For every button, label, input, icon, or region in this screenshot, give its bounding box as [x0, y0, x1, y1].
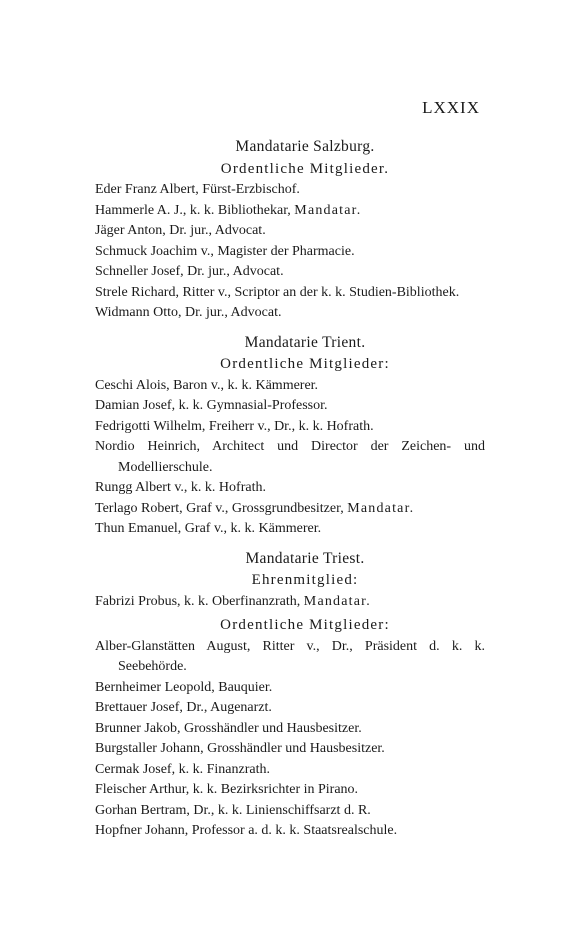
- member-entry: Brunner Jakob, Grosshändler und Hausbesitzer.: [95, 720, 362, 736]
- member-entry: Fabrizi Probus, k. k. Oberfinanzrath, Mandatar.: [95, 593, 371, 609]
- member-entry: Brettauer Josef, Dr., Augenarzt.: [95, 700, 272, 715]
- member-entry: Widmann Otto, Dr. jur., Advocat.: [95, 305, 282, 320]
- member-entry: Gorhan Bertram, Dr., k. k. Linienschiffsarzt d. R.: [95, 802, 371, 818]
- member-entry: Rungg Albert v., k. k. Hofrath.: [95, 480, 266, 495]
- member-entry: Burgstaller Johann, Grosshändler und Hausbesitzer.: [95, 741, 385, 756]
- member-entry: Fleischer Arthur, k. k. Bezirksrichter in Pirano.: [95, 782, 359, 797]
- page-number: LXXIX: [422, 98, 480, 117]
- subheading-ordentliche-mitglieder: Ordentliche Mitglieder.: [220, 160, 390, 177]
- member-entry: Strele Richard, Ritter v., Scriptor an der k. k. Studien-Bibliothek.: [95, 284, 460, 300]
- mandatar-label: Mandatar.: [347, 500, 415, 516]
- subheading-ordentliche-mitglieder: Ordentliche Mitglieder:: [220, 617, 390, 633]
- member-entry: Ceschi Alois, Baron v., k. k. Kämmerer.: [95, 377, 319, 393]
- member-entry: Nordio Heinrich, Architect und Director der Zeichen- und Modellierschule.: [95, 439, 485, 475]
- member-entry: Cermak Josef, k. k. Finanzrath.: [95, 761, 270, 777]
- section-title-salzburg: Mandatarie Salzburg.: [235, 138, 375, 155]
- member-entry: Hammerle A. J., k. k. Bibliothekar, Mandatar.: [95, 202, 362, 218]
- member-entry: Fedrigotti Wilhelm, Freiherr v., Dr., k. k. Hofrath.: [95, 418, 374, 434]
- member-entry: Terlago Robert, Graf v., Grossgrundbesitzer, Mandatar.: [95, 500, 415, 516]
- member-entry: Bernheimer Leopold, Bauquier.: [95, 679, 273, 695]
- member-entry: Damian Josef, k. k. Gymnasial-Professor.: [95, 398, 328, 413]
- mandatar-label: Mandatar.: [294, 202, 362, 218]
- mandatar-label: Mandatar.: [303, 593, 371, 609]
- section-title-trient: Mandatarie Trient.: [244, 333, 366, 351]
- member-entry: Schneller Josef, Dr. jur., Advocat.: [95, 264, 284, 279]
- member-entry: Eder Franz Albert, Fürst-Erzbischof.: [95, 182, 300, 197]
- subheading-ordentliche-mitglieder: Ordentliche Mitglieder:: [220, 356, 390, 372]
- subheading-ehrenmitglied: Ehrenmitglied:: [251, 572, 359, 588]
- member-entry: Hopfner Johann, Professor a. d. k. k. Staatsrealschule.: [95, 823, 398, 838]
- section-title-triest: Mandatarie Triest.: [245, 549, 365, 567]
- member-entry: Jäger Anton, Dr. jur., Advocat.: [95, 223, 266, 238]
- member-list: [95, 134, 485, 842]
- member-entry: Thun Emanuel, Graf v., k. k. Kämmerer.: [95, 521, 322, 536]
- member-entry: Schmuck Joachim v., Magister der Pharmacie.: [95, 243, 355, 259]
- member-entry: Alber-Glanstätten August, Ritter v., Dr., Präsident d. k. k. Seebehörde.: [95, 638, 485, 674]
